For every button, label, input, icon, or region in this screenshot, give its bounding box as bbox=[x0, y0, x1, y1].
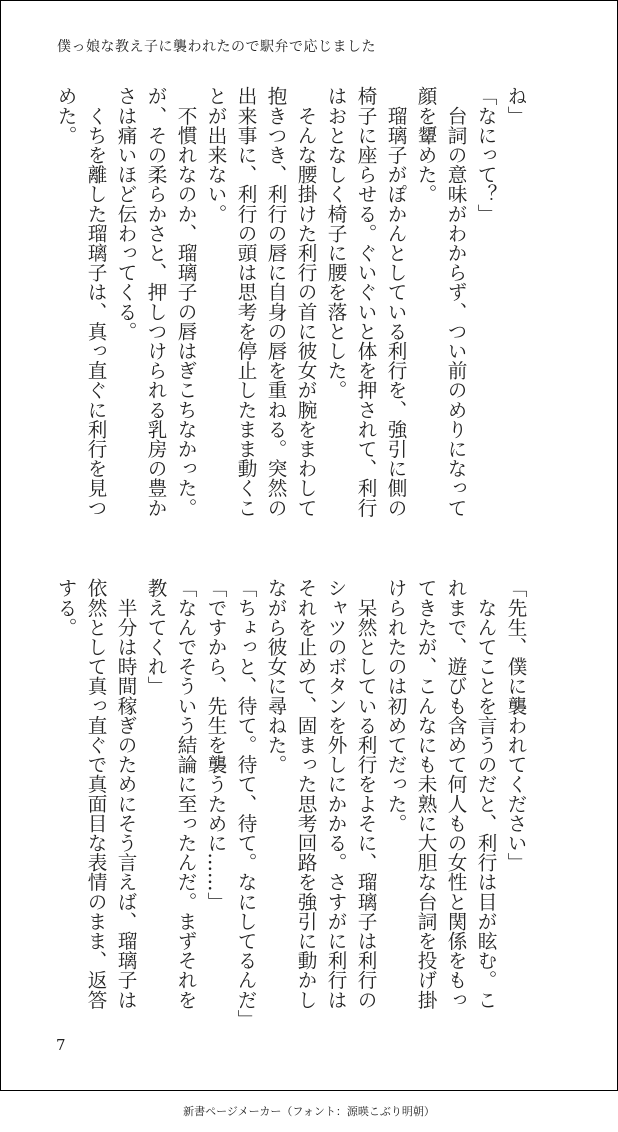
text-line: ながら彼女に尋ねた。 bbox=[264, 578, 287, 774]
text-line: なんてことを言うのだと、利行は目が眩む。こ bbox=[474, 578, 497, 1010]
text-line: 顔を顰めた。 bbox=[414, 86, 437, 204]
text-line: 半分は時間稼ぎのためにそう言えば、瑠璃子は bbox=[114, 578, 137, 1010]
text-line: とが出来ない。 bbox=[204, 86, 227, 224]
text-line: 「先生、僕に襲われてください」 bbox=[504, 578, 527, 872]
text-line: 出来事に、利行の頭は思考を停止したまま動くこ bbox=[234, 86, 257, 518]
text-line: めた。 bbox=[54, 86, 77, 145]
text-line: 椅子に座らせる。ぐいぐいと体を押されて、利行 bbox=[354, 86, 377, 518]
text-line: 「なんでそういう結論に至ったんだ。まずそれを bbox=[174, 578, 197, 1010]
text-block-top bbox=[50, 86, 530, 526]
text-line: 台詞の意味がわからず、つい前のめりになって bbox=[444, 86, 467, 518]
text-line: それを止めて、固まった思考回路を強引に動かし bbox=[294, 578, 317, 1010]
text-line: 瑠璃子がぽかんとしている利行を、強引に側の bbox=[384, 86, 407, 518]
text-line: ね」 bbox=[504, 86, 527, 126]
running-header-title: 僕っ娘な教え子に襲われたので駅弁で応じました bbox=[57, 39, 376, 55]
text-line: さは痛いほど伝わってくる。 bbox=[114, 86, 137, 341]
text-line: する。 bbox=[54, 578, 77, 637]
text-block-bottom bbox=[50, 578, 530, 1029]
text-line: 呆然としている利行をよそに、瑠璃子は利行の bbox=[354, 578, 377, 1010]
text-line: シャツのボタンを外しにかかる。さすがに利行は bbox=[324, 578, 347, 1010]
text-line: 「ちょっと、待て。待て、待て。なにしてるんだ」 bbox=[234, 578, 257, 1029]
text-line: 「ですから、先生を襲うために……」 bbox=[204, 578, 227, 912]
text-line: はおとなしく椅子に腰を落とした。 bbox=[324, 86, 347, 400]
text-line: が、その柔らかさと、押しつけられる乳房の豊か bbox=[144, 86, 167, 518]
text-line: 教えてくれ」 bbox=[144, 578, 167, 696]
footer-credit: 新書ページメーカー（フォント：源暎こぶり明朝） bbox=[183, 1105, 435, 1118]
text-line: くちを離した瑠璃子は、真っ直ぐに利行を見つ bbox=[84, 86, 107, 518]
text-line: 抱きつき、利行の唇に自身の唇を重ねる。突然の bbox=[264, 86, 287, 518]
text-line: れまで、遊びも含めて何人もの女性と関係をもっ bbox=[444, 578, 467, 1010]
text-line: けられたのは初めてだった。 bbox=[384, 578, 407, 833]
text-line: 依然として真っ直ぐで真面目な表情のまま、返答 bbox=[84, 578, 107, 1010]
text-line: そんな腰掛けた利行の首に彼女が腕をまわして bbox=[294, 86, 317, 518]
text-line: 「なにって？」 bbox=[474, 86, 497, 224]
text-line: 不慣れなのか、瑠璃子の唇はぎこちなかった。 bbox=[174, 86, 197, 518]
text-line: てきたが、こんなにも未熟に大胆な台詞を投げ掛 bbox=[414, 578, 437, 1010]
page-number: 7 bbox=[56, 1036, 66, 1054]
